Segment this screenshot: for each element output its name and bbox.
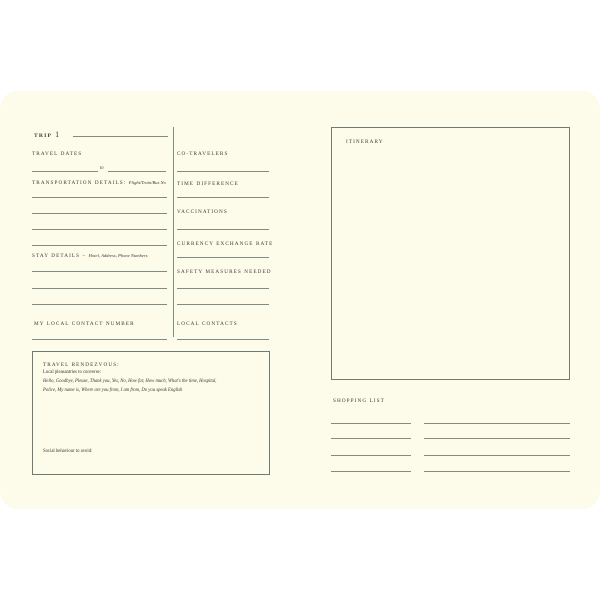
shopping-right-line-3[interactable] xyxy=(424,455,570,456)
stay-line-2[interactable] xyxy=(32,288,167,289)
trip-name-line[interactable] xyxy=(73,136,168,137)
transportation-text: TRANSPORTATION DETAILS: xyxy=(32,180,127,186)
phrases-line-1: Hello, Goodbye, Please, Thank you, Yes, No, How far, How much, What's the time, Hospital, xyxy=(43,379,217,384)
safety-label: SAFETY MEASURES NEEDED xyxy=(177,269,272,275)
shopping-left-line-2[interactable] xyxy=(331,438,411,439)
column-divider xyxy=(173,127,174,337)
itinerary-title: ITINERARY xyxy=(346,139,384,145)
trip-title xyxy=(34,130,59,139)
currency-label: CURRENCY EXCHANGE RATE xyxy=(177,241,274,247)
social-behaviour-label: Social behaviour to avoid: xyxy=(43,449,93,454)
phrases-line-2: Police, My name is, Where are you from, I am from, Do you speak English xyxy=(43,388,183,393)
trip-number: 1 xyxy=(55,130,60,139)
pleasantries-label: Local pleasantries to converse: xyxy=(43,370,101,375)
stay-details-label xyxy=(32,253,147,259)
time-difference-label: TIME DIFFERENCE xyxy=(177,181,239,187)
vaccinations-label: VACCINATIONS xyxy=(177,209,228,215)
time-difference-line[interactable] xyxy=(177,197,269,198)
shopping-right-line-2[interactable] xyxy=(424,438,570,439)
vaccinations-line[interactable] xyxy=(177,229,269,230)
shopping-right-line-1[interactable] xyxy=(424,423,570,424)
travel-dates-to: to xyxy=(100,166,104,171)
itinerary-box[interactable] xyxy=(331,127,570,380)
rendezvous-title: TRAVEL RENDEZVOUS: xyxy=(43,362,120,368)
stay-hint: Hotel, Address, Phone Numbers xyxy=(88,253,148,258)
transport-line-3[interactable] xyxy=(32,229,167,230)
shopping-list-title: SHOPPING LIST xyxy=(333,398,385,404)
transportation-label xyxy=(32,180,166,186)
local-contact-label: MY LOCAL CONTACT NUMBER xyxy=(34,321,135,327)
local-contact-line[interactable] xyxy=(32,339,167,340)
transportation-hint: Flight/Train/Bus No xyxy=(128,180,166,185)
transport-line-1[interactable] xyxy=(32,197,167,198)
co-travelers-label: CO-TRAVELERS xyxy=(177,151,229,157)
travel-dates-from-line[interactable] xyxy=(32,171,98,172)
safety-line-2[interactable] xyxy=(177,304,269,305)
travel-dates-to-line[interactable] xyxy=(108,171,166,172)
transport-line-2[interactable] xyxy=(32,213,167,214)
trip-label: TRIP xyxy=(34,133,53,139)
safety-line-1[interactable] xyxy=(177,288,269,289)
local-contacts-label: LOCAL CONTACTS xyxy=(177,321,238,327)
stay-line-1[interactable] xyxy=(32,271,167,272)
shopping-right-line-4[interactable] xyxy=(424,471,570,472)
transport-line-4[interactable] xyxy=(32,245,167,246)
travel-dates-label: TRAVEL DATES xyxy=(32,151,83,157)
shopping-left-line-4[interactable] xyxy=(331,471,411,472)
stay-text: STAY DETAILS – xyxy=(32,253,87,259)
stay-line-3[interactable] xyxy=(32,304,167,305)
co-travelers-line[interactable] xyxy=(177,171,269,172)
shopping-left-line-3[interactable] xyxy=(331,455,411,456)
shopping-left-line-1[interactable] xyxy=(331,423,411,424)
currency-line[interactable] xyxy=(177,257,269,258)
local-contacts-line[interactable] xyxy=(177,339,269,340)
